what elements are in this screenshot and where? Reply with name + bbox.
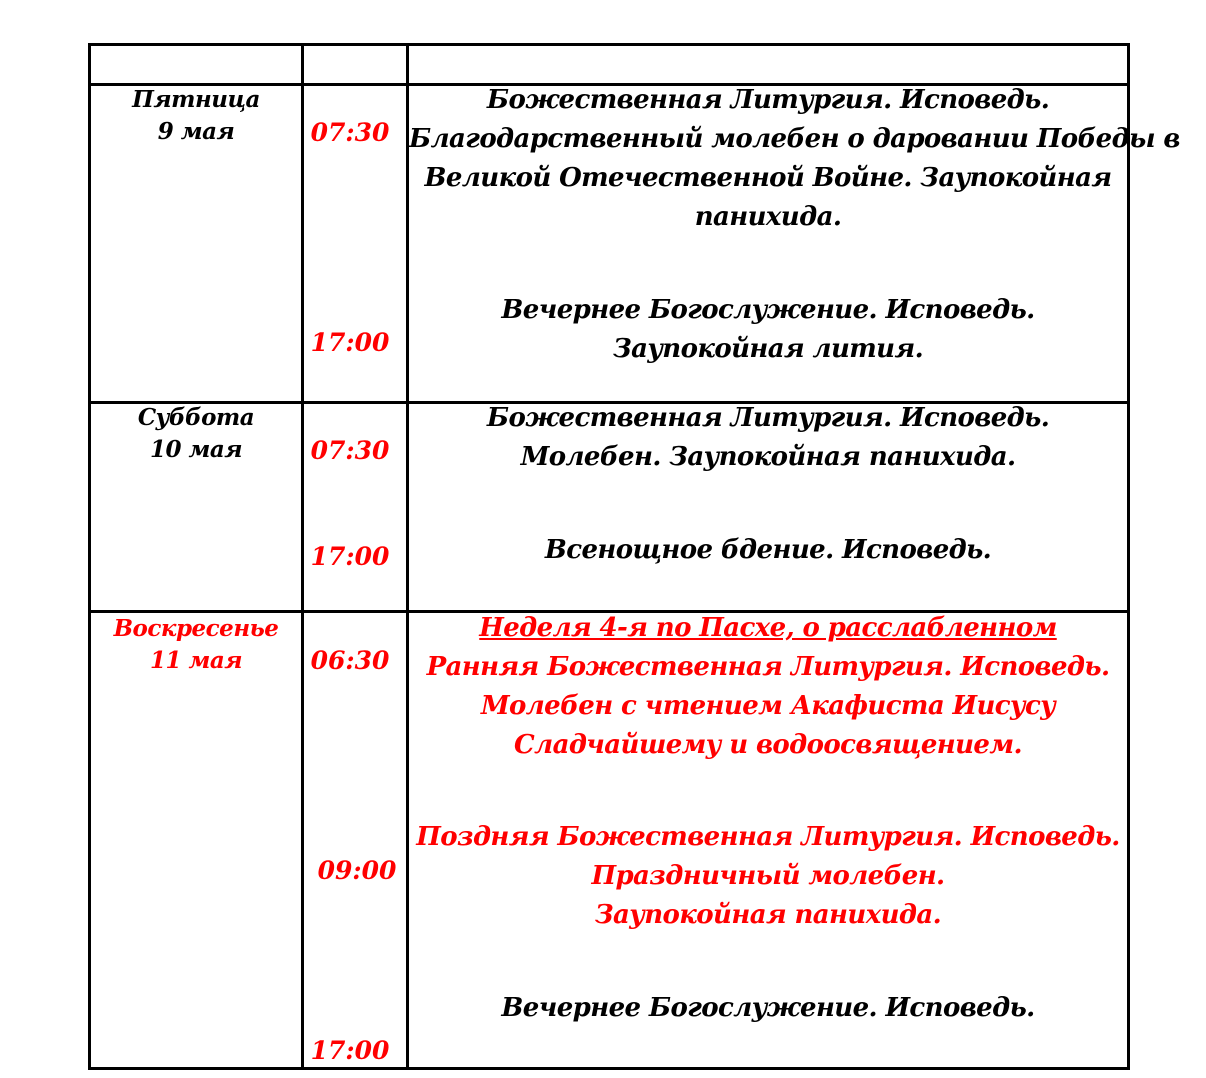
day-cell-friday <box>91 84 301 148</box>
day-name: Суббота <box>137 404 255 431</box>
feast-title: Неделя 4-я по Пасхе, о расслабленном <box>479 613 1057 643</box>
service-line: Заупокойная лития. <box>612 334 924 364</box>
service-line: Божественная Литургия. Исповедь. <box>486 85 1050 115</box>
service-line: Заупокойная панихида. <box>594 900 942 930</box>
service-description <box>409 609 1127 765</box>
header-cell-day <box>91 50 301 80</box>
service-time: 06:30 <box>310 646 390 675</box>
day-name: Пятница <box>132 86 260 113</box>
service-line: Ранняя Божественная Литургия. Исповедь. <box>426 652 1110 682</box>
schedule-table <box>88 43 1180 1070</box>
service-line: панихида. <box>694 202 842 232</box>
day-date: 9 мая <box>157 118 235 145</box>
service-description <box>409 291 1127 369</box>
service-line: Поздняя Божественная Литургия. Исповедь. <box>416 822 1120 852</box>
service-description <box>409 81 1180 237</box>
service-line: Вечернее Богослужение. Исповедь. <box>501 295 1035 325</box>
day-date: 10 мая <box>149 436 243 463</box>
service-description <box>409 399 1127 477</box>
service-line: Сладчайшему и водоосвящением. <box>514 730 1022 760</box>
service-time: 17:00 <box>310 1036 390 1065</box>
day-name: Воскресенье <box>113 615 279 642</box>
service-line: Благодарственный молебен о даровании Победы в <box>409 124 1180 154</box>
service-description <box>409 989 1127 1028</box>
service-description <box>409 531 1127 570</box>
service-line: Молебен. Заупокойная панихида. <box>520 442 1016 472</box>
service-line: Всенощное бдение. Исповедь. <box>544 535 992 565</box>
day-date: 11 мая <box>149 647 243 674</box>
day-cell-saturday <box>91 402 301 466</box>
service-line: Великой Отечественной Войне. Заупокойная <box>424 163 1112 193</box>
service-line: Вечернее Богослужение. Исповедь. <box>501 993 1035 1023</box>
service-time: 17:00 <box>310 542 390 571</box>
service-description <box>409 818 1127 935</box>
service-time: 07:30 <box>310 436 390 465</box>
header-cell-time <box>304 50 406 80</box>
day-cell-sunday <box>91 613 301 677</box>
service-time: 17:00 <box>310 328 390 357</box>
header-cell-service <box>409 50 1127 80</box>
service-line: Праздничный молебен. <box>591 861 945 891</box>
service-time: 09:00 <box>317 856 397 885</box>
service-line: Молебен с чтением Акафиста Иисусу <box>480 691 1056 721</box>
service-time: 07:30 <box>310 118 390 147</box>
service-line: Божественная Литургия. Исповедь. <box>486 403 1050 433</box>
